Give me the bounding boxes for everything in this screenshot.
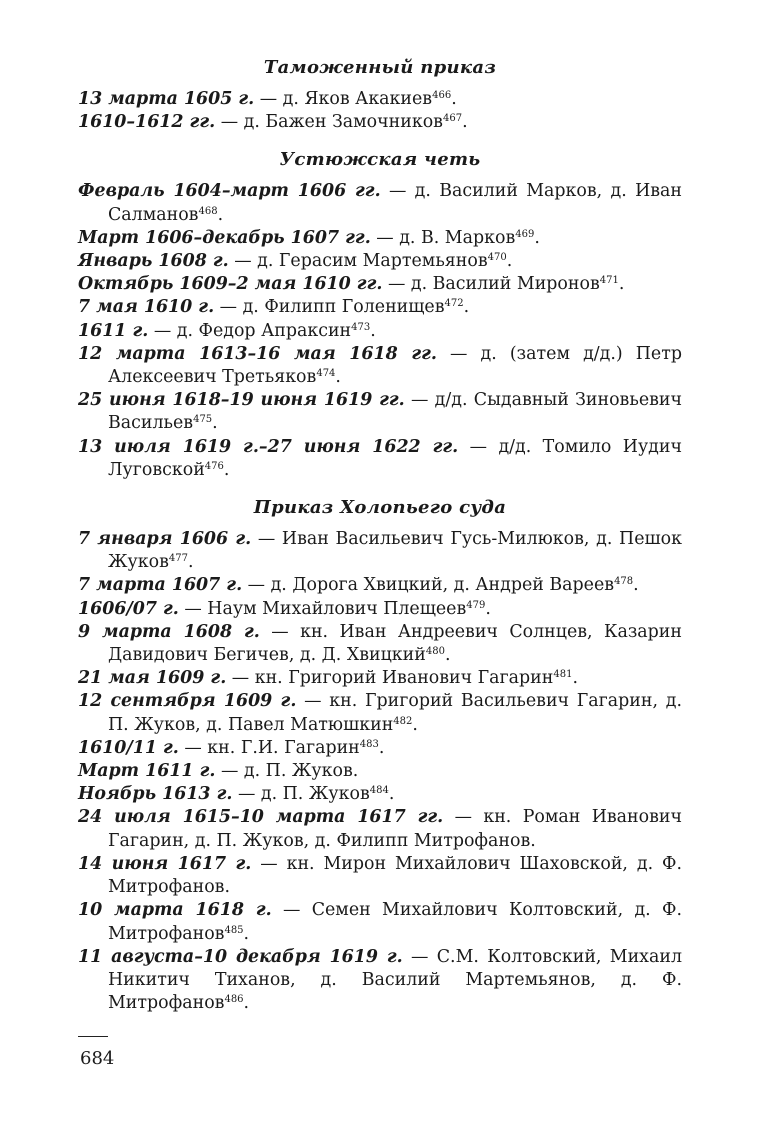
footnote-ref[interactable]: 469 xyxy=(515,228,535,240)
entry-tail: . xyxy=(388,784,395,805)
entry xyxy=(78,250,682,273)
footnote-ref[interactable]: 474 xyxy=(316,368,336,380)
footer-rule xyxy=(78,1036,108,1037)
entry-text: — кн. Григорий Иванович Гагарин xyxy=(226,668,554,689)
footnote-ref[interactable]: 467 xyxy=(442,113,463,125)
entry-tail: . xyxy=(212,413,218,434)
entry-text: — д/д. Томило Иудич Луговской xyxy=(108,436,682,480)
entry-date: 1610–1612 гг. xyxy=(78,112,216,133)
section-ustyug xyxy=(78,148,682,482)
entry-date: Февраль 1604–март 1606 гг. xyxy=(78,181,381,202)
page-number: 684 xyxy=(80,1048,115,1069)
entry xyxy=(78,273,682,296)
entry-date: 25 июня 1618–19 июня 1619 гг. xyxy=(78,390,405,411)
entry-date: 1611 г. xyxy=(78,320,149,341)
entry-text: — кн. Мирон Михайлович Шаховской, д. Ф. Митрофанов. xyxy=(108,853,682,898)
footnote-ref[interactable]: 468 xyxy=(198,205,218,217)
entry-text: — д/д. Сыдавный Зиновьевич Васильев xyxy=(108,390,682,434)
entry-tail: . xyxy=(223,459,230,480)
entry-text: — кн. Григорий Васильевич Гагарин, д. П. Жуков, д. Павел Матюшкин xyxy=(108,691,682,735)
footnote-ref[interactable]: 481 xyxy=(553,669,573,681)
entry xyxy=(78,806,682,852)
entry xyxy=(78,760,682,783)
entry-tail: . xyxy=(618,274,625,295)
section-heading: Приказ Холопьего суда xyxy=(253,497,507,519)
entry xyxy=(78,436,682,482)
footnote-ref[interactable]: 479 xyxy=(466,599,486,611)
entry-tail: . xyxy=(243,923,250,944)
entry-tail: . xyxy=(462,112,468,133)
section-customs xyxy=(78,56,682,134)
entry xyxy=(78,853,682,899)
entry-tail: . xyxy=(463,297,470,318)
entry-date: 7 марта 1607 г. xyxy=(78,575,243,596)
entry-text: — д. Филипп Голенищев xyxy=(214,297,445,318)
entry xyxy=(78,667,682,690)
footnote-ref[interactable]: 470 xyxy=(487,252,507,264)
entry-date: 12 сентября 1609 г. xyxy=(78,691,297,712)
entry-tail: . xyxy=(451,89,457,109)
footnote-ref[interactable]: 480 xyxy=(425,646,445,658)
entry-tail: . xyxy=(572,668,578,689)
entry-text: — Иван Васильевич Гусь-Милюков, д. Пешок Жуков xyxy=(108,529,682,573)
entry-tail: . xyxy=(335,367,341,388)
entry xyxy=(78,737,682,760)
entry-date: 24 июля 1615–10 марта 1617 гг. xyxy=(78,807,444,828)
entry-date: 7 мая 1610 г. xyxy=(78,297,215,318)
entry-text: — Семен Михайлович Колтовский, д. Ф. Митрофанов xyxy=(108,900,682,944)
footnote-ref[interactable]: 478 xyxy=(614,576,634,588)
entry xyxy=(78,320,682,343)
entry-tail: . xyxy=(243,993,250,1014)
entry-text: — д. П. Жуков. xyxy=(215,761,359,782)
footnote-ref[interactable]: 475 xyxy=(193,414,213,426)
entry xyxy=(78,88,682,111)
entry-tail: . xyxy=(633,575,639,596)
entry-date: 7 января 1606 г. xyxy=(78,529,252,550)
entry-text: — д. Дорога Хвицкий, д. Андрей Вареев xyxy=(242,575,615,596)
entry xyxy=(78,621,682,667)
entry xyxy=(78,227,682,250)
entry-date: Ноябрь 1613 г. xyxy=(78,784,233,805)
entry-text: — кн. Иван Андреевич Солнцев, Казарин Давидович Бегичев, д. Д. Хвицкий xyxy=(108,621,682,666)
entry-date: Март 1606–декабрь 1607 гг. xyxy=(78,227,371,248)
section-heading: Таможенный приказ xyxy=(263,57,497,78)
footnote-ref[interactable]: 477 xyxy=(168,553,188,565)
entry-date: 21 мая 1609 г. xyxy=(78,668,227,689)
entry-date: 1610/11 г. xyxy=(78,737,179,758)
entry-text: — д. Василий Марков, д. Иван Салманов xyxy=(108,181,682,225)
entry xyxy=(78,598,682,621)
footnote-ref[interactable]: 486 xyxy=(224,994,244,1006)
entry-tail: . xyxy=(188,552,194,573)
footnote-ref[interactable]: 472 xyxy=(444,298,464,310)
section-kholopiy xyxy=(78,496,682,1015)
entry-tail: . xyxy=(378,737,385,758)
footnote-ref[interactable]: 476 xyxy=(204,460,224,472)
entry xyxy=(78,180,682,226)
entry-date: 1606/07 г. xyxy=(78,598,179,619)
entry xyxy=(78,389,682,435)
entry-tail: . xyxy=(506,251,513,272)
entry-date: 13 марта 1605 г. xyxy=(78,89,255,109)
entry-text: — С.М. Колтовский, Михаил Никитич Тиханов, д. Василий Мартемьянов, д. Ф. Митрофанов xyxy=(108,946,682,1014)
entry-date: Март 1611 г. xyxy=(78,761,216,782)
entry-text: — Наум Михайлович Плещеев xyxy=(178,598,467,619)
footnote-ref[interactable]: 471 xyxy=(599,275,619,287)
entry-date: Январь 1608 г. xyxy=(78,251,229,272)
entry-tail: . xyxy=(485,598,491,619)
footnote-ref[interactable]: 485 xyxy=(224,924,244,936)
entry-date: 12 марта 1613–16 мая 1618 гг. xyxy=(78,343,437,364)
section-heading: Устюжская четь xyxy=(279,149,481,171)
entry-date: 9 марта 1608 г. xyxy=(78,621,260,642)
entry xyxy=(78,296,682,319)
entry-text: — кн. Роман Иванович Гагарин, д. П. Жуков, д. Филипп Митрофанов. xyxy=(108,807,682,851)
entry-text: — д. Яков Акакиев xyxy=(254,89,433,109)
entry-tail: . xyxy=(534,227,540,248)
entry-date: Октябрь 1609–2 мая 1610 гг. xyxy=(78,274,383,295)
entry-tail: . xyxy=(217,204,224,225)
footnote-ref[interactable]: 466 xyxy=(432,90,452,101)
entry-text: — д. Федор Апраксин xyxy=(148,320,352,341)
entry xyxy=(78,574,682,597)
entry-text: — д. Герасим Мартемьянов xyxy=(228,251,488,272)
entry xyxy=(78,690,682,736)
entry xyxy=(78,783,682,806)
entry-date: 10 марта 1618 г. xyxy=(78,900,272,921)
entry-tail: . xyxy=(412,714,418,735)
entry-text: — д. П. Жуков xyxy=(232,784,370,805)
footnote-ref[interactable]: 483 xyxy=(359,738,379,750)
entry-tail: . xyxy=(370,320,376,341)
entry-date: 11 августа–10 декабря 1619 г. xyxy=(78,946,403,967)
footnote-ref[interactable]: 473 xyxy=(351,321,371,333)
entry-text: — д. В. Марков xyxy=(370,227,516,248)
entry-text: — д. Бажен Замочников xyxy=(215,112,443,133)
entry xyxy=(78,899,682,945)
entry-text: — д. Василий Миронов xyxy=(382,274,600,295)
entry xyxy=(78,946,682,1016)
entry xyxy=(78,343,682,389)
entry-text: — д. (затем д/д.) Петр Алексеевич Третьяков xyxy=(108,343,682,388)
entry-date: 13 июля 1619 г.–27 июня 1622 гг. xyxy=(78,436,459,457)
footnote-ref[interactable]: 482 xyxy=(393,715,413,727)
entry-date: 14 июня 1617 г. xyxy=(78,853,252,874)
entry xyxy=(78,111,682,134)
entry xyxy=(78,528,682,574)
page-body xyxy=(78,50,682,1029)
footnote-ref[interactable]: 484 xyxy=(369,785,389,797)
entry-tail: . xyxy=(444,645,451,666)
entry-text: — кн. Г.И. Гагарин xyxy=(178,737,360,758)
